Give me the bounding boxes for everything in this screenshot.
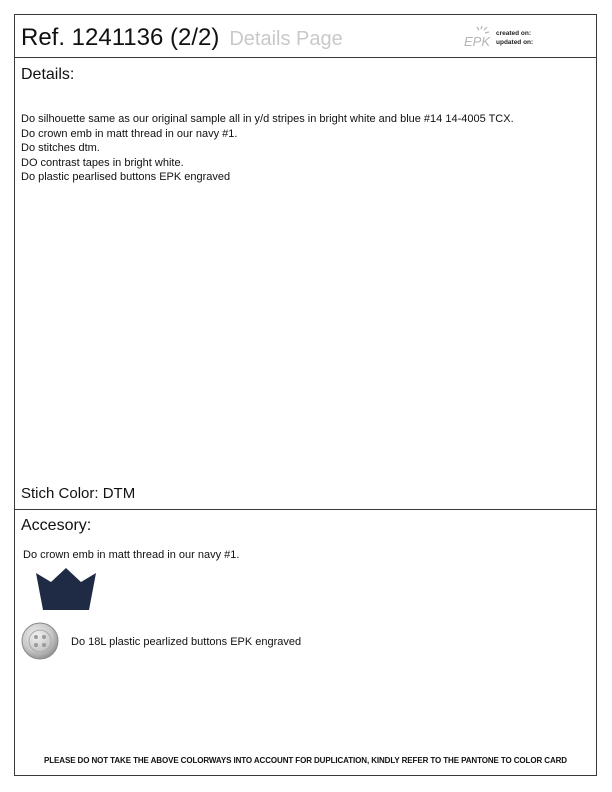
page-frame <box>14 14 597 776</box>
epk-logo <box>463 25 495 51</box>
meta-info <box>496 29 533 47</box>
crown-description: Do crown emb in matt thread in our navy #1. <box>23 549 240 561</box>
footer-disclaimer: PLEASE DO NOT TAKE THE ABOVE COLORWAYS INTO ACCOUNT FOR DUPLICATION, KINDLY REFER TO THE PANTONE TO COLOR CARD <box>44 756 567 765</box>
logo-text: EPK <box>464 34 491 49</box>
details-line: Do stitches dtm. <box>21 142 100 154</box>
accessory-title: Accesory: <box>21 517 92 534</box>
reference-number: Ref. 1241136 (2/2) <box>21 24 220 51</box>
reference-title <box>21 24 343 52</box>
header <box>15 15 596 58</box>
page-subtitle: Details Page <box>229 28 343 50</box>
stitch-color: Stich Color: DTM <box>21 485 136 502</box>
details-line: Do silhouette same as our original sample all in y/d stripes in bright white and blue #14 14-4005 TCX. <box>21 113 514 125</box>
button-description: Do 18L plastic pearlized buttons EPK engraved <box>71 636 302 648</box>
details-lines <box>21 112 514 185</box>
details-line: Do crown emb in matt thread in our navy #1. <box>21 127 238 140</box>
details-section <box>15 58 596 510</box>
created-label: created on: <box>496 30 532 37</box>
updated-label: updated on: <box>496 39 534 46</box>
details-line: DO contrast tapes in bright white. <box>21 156 184 169</box>
details-title: Details: <box>21 66 75 83</box>
details-line: Do plastic pearlised buttons EPK engraved <box>21 171 231 183</box>
crown-icon <box>35 567 97 611</box>
pearl-button-icon <box>21 622 59 660</box>
